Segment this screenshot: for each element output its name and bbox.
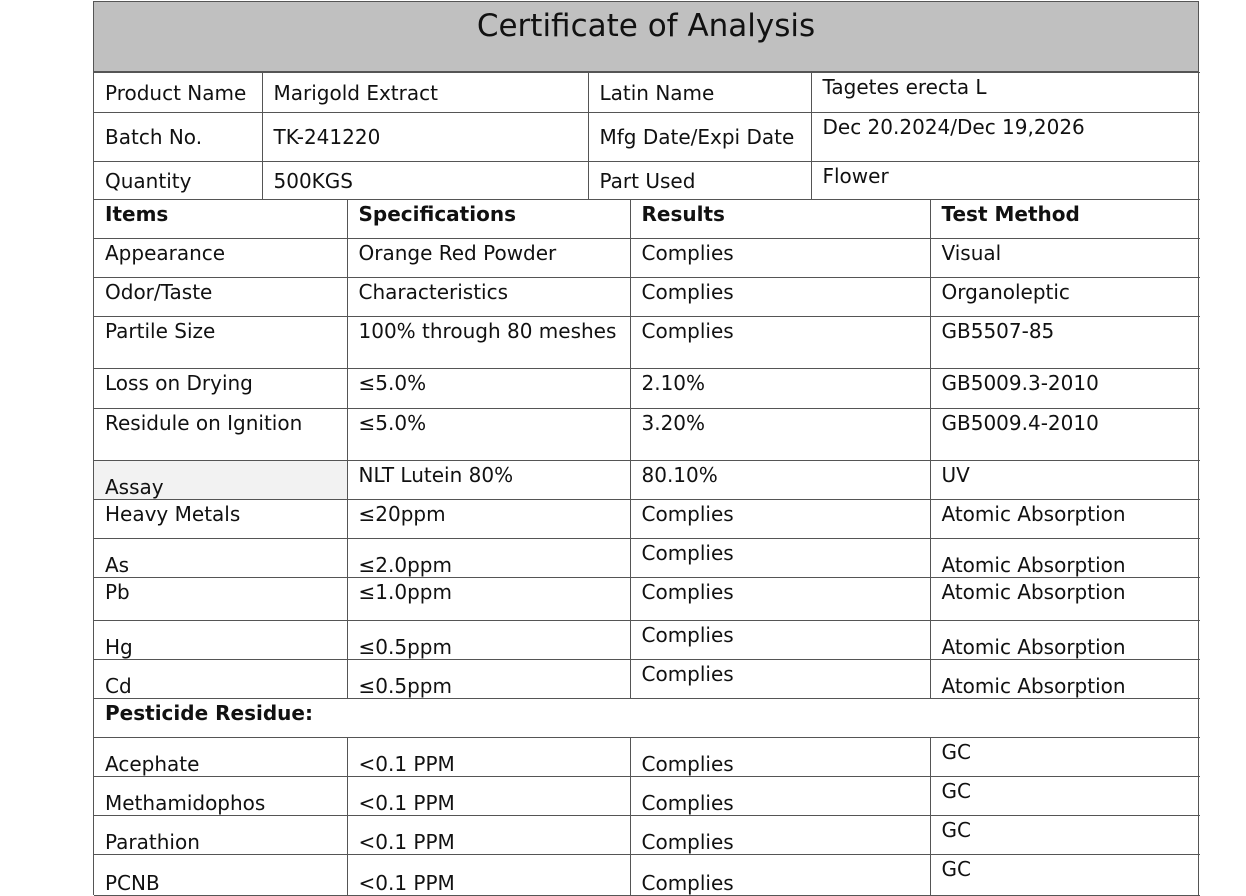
method-cell: Atomic Absorption — [930, 621, 1200, 660]
product-info-table — [94, 72, 1200, 200]
info-label: Quantity — [94, 162, 262, 200]
table-row — [94, 621, 1200, 660]
title-bar — [94, 2, 1198, 72]
method-cell: GC — [930, 777, 1200, 816]
spec-cell: <0.1 PPM — [347, 738, 630, 777]
result-cell: Complies — [630, 738, 930, 777]
result-cell: Complies — [630, 816, 930, 855]
result-cell: Complies — [630, 777, 930, 816]
spec-cell: <0.1 PPM — [347, 855, 630, 896]
section-label-pesticide: Pesticide Residue: — [94, 699, 1200, 738]
result-cell: 80.10% — [630, 461, 930, 500]
item-cell: Loss on Drying — [94, 369, 347, 409]
info-value: Flower — [811, 162, 1200, 200]
spec-cell: Orange Red Powder — [347, 239, 630, 278]
item-cell: Partile Size — [94, 317, 347, 369]
method-cell: Organoleptic — [930, 278, 1200, 317]
item-cell: Pb — [94, 578, 347, 621]
section-row — [94, 699, 1200, 738]
spec-cell: ≤1.0ppm — [347, 578, 630, 621]
spec-cell: ≤0.5ppm — [347, 660, 630, 699]
spec-cell: ≤5.0% — [347, 369, 630, 409]
info-value: TK-241220 — [262, 113, 588, 162]
table-row — [94, 500, 1200, 539]
table-row — [94, 317, 1200, 369]
method-cell: UV — [930, 461, 1200, 500]
table-row — [94, 539, 1200, 578]
table-row — [94, 461, 1200, 500]
spec-cell: ≤0.5ppm — [347, 621, 630, 660]
item-cell: Methamidophos — [94, 777, 347, 816]
table-row — [94, 738, 1200, 777]
info-label: Product Name — [94, 73, 262, 113]
header-test-method: Test Method — [930, 200, 1200, 239]
item-cell: Residule on Ignition — [94, 409, 347, 461]
result-cell: Complies — [630, 239, 930, 278]
table-row — [94, 816, 1200, 855]
method-cell: GB5507-85 — [930, 317, 1200, 369]
result-cell: 3.20% — [630, 409, 930, 461]
spec-cell: NLT Lutein 80% — [347, 461, 630, 500]
table-row — [94, 855, 1200, 896]
result-cell: 2.10% — [630, 369, 930, 409]
result-cell: Complies — [630, 317, 930, 369]
result-cell: Complies — [630, 660, 930, 699]
method-cell: Atomic Absorption — [930, 578, 1200, 621]
method-cell: Visual — [930, 239, 1200, 278]
method-cell: GC — [930, 855, 1200, 896]
spec-cell: <0.1 PPM — [347, 777, 630, 816]
spec-cell: <0.1 PPM — [347, 816, 630, 855]
certificate-sheet — [93, 1, 1199, 895]
info-value: Marigold Extract — [262, 73, 588, 113]
info-label: Mfg Date/Expi Date — [588, 113, 811, 162]
method-cell: Atomic Absorption — [930, 660, 1200, 699]
header-specifications: Specifications — [347, 200, 630, 239]
spec-cell: ≤2.0ppm — [347, 539, 630, 578]
method-cell: GB5009.4-2010 — [930, 409, 1200, 461]
table-row — [94, 409, 1200, 461]
item-cell: Appearance — [94, 239, 347, 278]
info-row — [94, 113, 1200, 162]
header-row — [94, 200, 1200, 239]
spec-cell: ≤5.0% — [347, 409, 630, 461]
result-cell: Complies — [630, 539, 930, 578]
item-cell: Assay — [94, 461, 347, 500]
certificate-title: Certificate of Analysis — [476, 8, 816, 44]
table-row — [94, 777, 1200, 816]
item-cell: Odor/Taste — [94, 278, 347, 317]
item-cell: Heavy Metals — [94, 500, 347, 539]
result-cell: Complies — [630, 855, 930, 896]
info-label: Part Used — [588, 162, 811, 200]
info-row — [94, 73, 1200, 113]
method-cell: GC — [930, 738, 1200, 777]
result-cell: Complies — [630, 278, 930, 317]
table-row — [94, 578, 1200, 621]
info-value: 500KGS — [262, 162, 588, 200]
table-row — [94, 369, 1200, 409]
header-results: Results — [630, 200, 930, 239]
info-label: Batch No. — [94, 113, 262, 162]
item-cell: Cd — [94, 660, 347, 699]
info-value: Tagetes erecta L — [811, 73, 1200, 113]
result-cell: Complies — [630, 500, 930, 539]
info-row — [94, 162, 1200, 200]
table-row — [94, 660, 1200, 699]
method-cell: GC — [930, 816, 1200, 855]
item-cell: Hg — [94, 621, 347, 660]
table-row — [94, 278, 1200, 317]
info-label: Latin Name — [588, 73, 811, 113]
item-cell: Parathion — [94, 816, 347, 855]
method-cell: Atomic Absorption — [930, 500, 1200, 539]
spec-cell: ≤20ppm — [347, 500, 630, 539]
item-cell: As — [94, 539, 347, 578]
result-cell: Complies — [630, 578, 930, 621]
result-cell: Complies — [630, 621, 930, 660]
item-cell: Acephate — [94, 738, 347, 777]
item-cell: PCNB — [94, 855, 347, 896]
spec-cell: 100% through 80 meshes — [347, 317, 630, 369]
table-row — [94, 239, 1200, 278]
spec-cell: Characteristics — [347, 278, 630, 317]
method-cell: GB5009.3-2010 — [930, 369, 1200, 409]
specifications-table — [94, 199, 1200, 896]
header-items: Items — [94, 200, 347, 239]
info-value: Dec 20.2024/Dec 19,2026 — [811, 113, 1200, 162]
method-cell: Atomic Absorption — [930, 539, 1200, 578]
